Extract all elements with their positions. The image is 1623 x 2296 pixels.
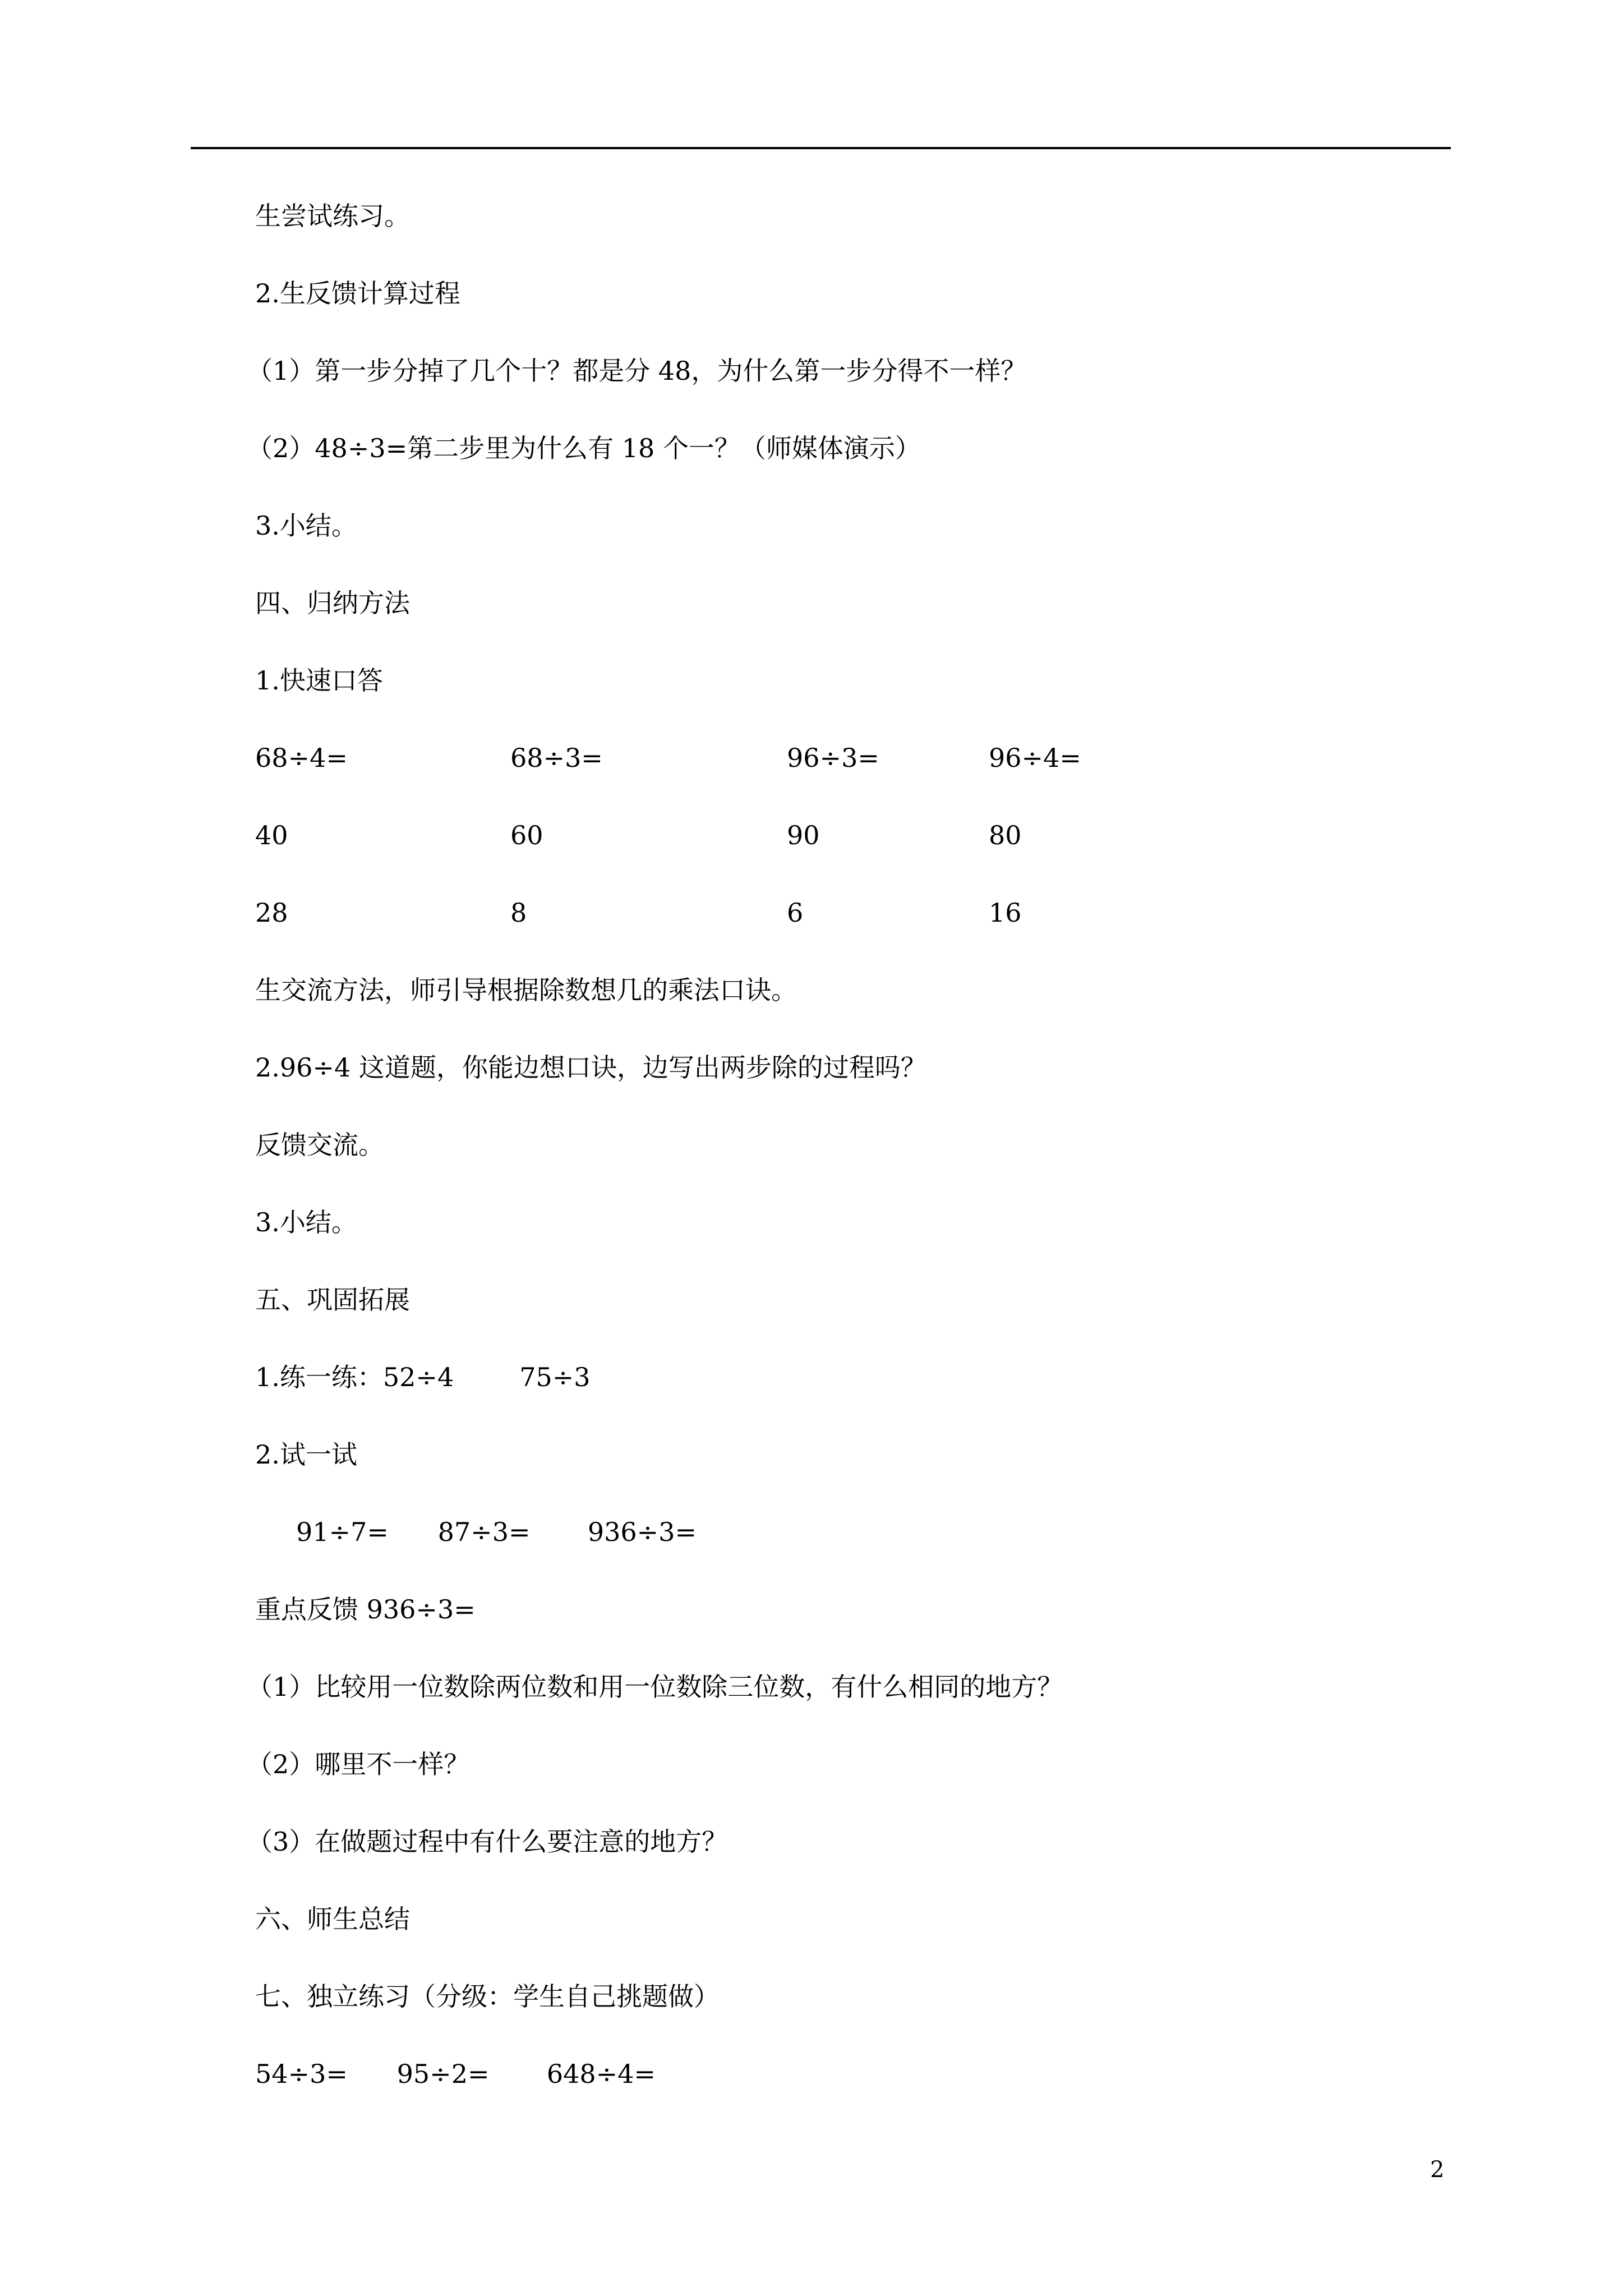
text-line: 2.96÷4 这道题，你能边想口诀，边写出两步除的过程吗？: [255, 1052, 926, 1083]
header-rule: [191, 147, 1451, 149]
section-heading: 五、巩固拓展: [255, 1285, 410, 1315]
table-cell: 90: [787, 820, 820, 850]
table-cell: 80: [989, 820, 1022, 850]
table-cell: 68÷4=: [255, 743, 348, 773]
table-cell: 96÷3=: [787, 743, 879, 773]
text-line: 3.小结。: [255, 510, 357, 541]
table-cell: 8: [510, 898, 527, 928]
text-line: （2）哪里不一样？: [247, 1749, 470, 1779]
table-cell: 60: [510, 820, 543, 850]
text-line: 2.试一试: [255, 1439, 357, 1470]
section-heading: 四、归纳方法: [255, 588, 410, 618]
table-cell: 6: [787, 898, 804, 928]
text-line: 3.小结。: [255, 1207, 357, 1237]
text-line: 54÷3= 95÷2= 648÷4=: [255, 2059, 656, 2089]
text-line: 91÷7= 87÷3= 936÷3=: [296, 1517, 697, 1547]
table-cell: 28: [255, 898, 288, 928]
text-line: 1.快速口答: [255, 665, 383, 696]
text-line: 2.生反馈计算过程: [255, 278, 460, 309]
table-cell: 16: [989, 898, 1022, 928]
text-line: （3）在做题过程中有什么要注意的地方？: [247, 1826, 728, 1857]
section-heading: 七、独立练习（分级：学生自己挑题做）: [255, 1981, 720, 2012]
text-line: 反馈交流。: [255, 1130, 384, 1160]
table-cell: 96÷4=: [989, 743, 1081, 773]
text-line: （2）48÷3=第二步里为什么有 18 个一？（师媒体演示）: [247, 433, 921, 463]
table-cell: 40: [255, 820, 288, 850]
text-line: 重点反馈 936÷3=: [255, 1594, 476, 1625]
section-heading: 六、师生总结: [255, 1904, 410, 1934]
text-line: 生尝试练习。: [255, 201, 410, 231]
table-cell: 68÷3=: [510, 743, 603, 773]
text-line: 1.练一练：52÷4 75÷3: [255, 1362, 591, 1392]
text-line: （1）比较用一位数除两位数和用一位数除三位数，有什么相同的地方？: [247, 1672, 1063, 1702]
text-line: 生交流方法，师引导根据除数想几的乘法口诀。: [255, 975, 797, 1005]
page-number: 2: [1430, 2157, 1445, 2183]
text-line: （1）第一步分掉了几个十？都是分 48，为什么第一步分得不一样？: [247, 356, 1027, 386]
